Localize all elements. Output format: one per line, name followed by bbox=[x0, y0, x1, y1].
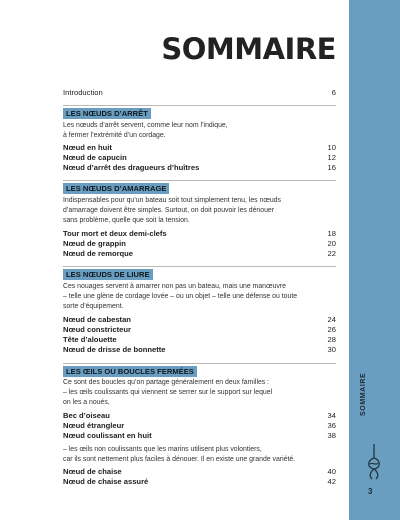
section-heading: LES ŒILS OU BOUCLES FERMÉES bbox=[63, 366, 197, 377]
toc-entry-page: 42 bbox=[327, 477, 336, 486]
toc-entry-label: Nœud constricteur bbox=[63, 325, 131, 334]
toc-entry[interactable] bbox=[63, 411, 336, 421]
toc-entry[interactable] bbox=[63, 153, 336, 163]
section-header bbox=[63, 363, 336, 376]
toc-entry-label: Nœud de grappin bbox=[63, 239, 126, 248]
section-header bbox=[63, 105, 336, 118]
toc-entry-page: 30 bbox=[327, 345, 336, 354]
page-number: 3 bbox=[368, 487, 373, 496]
toc-entry-label: Nœud d’arrêt des dragueurs d’huîtres bbox=[63, 163, 200, 172]
rope-knot-icon bbox=[364, 444, 384, 482]
sidebar bbox=[349, 0, 400, 520]
toc-entry[interactable] bbox=[63, 421, 336, 431]
toc-entry-label: Introduction bbox=[63, 88, 103, 97]
toc-entry-label: Nœud de remorque bbox=[63, 249, 134, 258]
section-header bbox=[63, 266, 336, 279]
toc-entry[interactable] bbox=[63, 335, 336, 345]
toc-entry-page: 12 bbox=[327, 153, 336, 162]
toc-entry[interactable] bbox=[63, 325, 336, 335]
section-description: – les œils non coulissants que les marins utilisent plus volontiers, car ils sont nettement plus faciles à dénouer. Il en existe une grande variété. bbox=[63, 446, 296, 463]
toc-entry-label: Nœud de cabestan bbox=[63, 315, 131, 324]
toc-entry-page: 40 bbox=[327, 467, 336, 476]
toc-entry-page: 18 bbox=[327, 229, 336, 238]
toc-entry-label: Nœud de chaise bbox=[63, 467, 122, 476]
sidebar-label: SOMMAIRE bbox=[360, 372, 367, 416]
toc-entry[interactable] bbox=[63, 315, 336, 325]
toc-entry-label: Tête d’alouette bbox=[63, 335, 117, 344]
toc-entry[interactable] bbox=[63, 431, 336, 441]
toc-entry[interactable] bbox=[63, 239, 336, 249]
toc-entry-page: 10 bbox=[327, 143, 336, 152]
section-header bbox=[63, 180, 336, 193]
section-description: Ce sont des boucles qu’on partage généralement en deux familles : – les œils coulissants qui viennent se serrer sur le support sur lequel on les a noués, bbox=[63, 379, 273, 406]
toc-entry-label: Nœud en huit bbox=[63, 143, 112, 152]
toc-entry-page: 6 bbox=[331, 88, 336, 97]
toc-entry-label: Nœud de chaise assuré bbox=[63, 477, 149, 486]
toc-entry-label: Nœud de capucin bbox=[63, 153, 127, 162]
section-description: Les nœuds d’arrêt servent, comme leur nom l’indique, à fermer l’extrémité d’un cordage. bbox=[63, 122, 228, 139]
toc-entry[interactable] bbox=[63, 345, 336, 355]
section-description: Ces nouages servent à amarrer non pas un bateau, mais une manœuvre – telle une glène de cordage lovée – ou un objet – telle une défense ou toute sorte d’équipement. bbox=[63, 283, 298, 310]
toc-entry-page: 24 bbox=[327, 315, 336, 324]
toc-entry-label: Bec d’oiseau bbox=[63, 411, 110, 420]
toc-entry-introduction[interactable] bbox=[63, 88, 336, 98]
toc-entry[interactable] bbox=[63, 477, 336, 487]
toc-entry[interactable] bbox=[63, 229, 336, 239]
toc-entry-label: Nœud coulissant en huit bbox=[63, 431, 152, 440]
toc-entry-page: 20 bbox=[327, 239, 336, 248]
toc-entry[interactable] bbox=[63, 467, 336, 477]
toc-entry-label: Nœud étrangleur bbox=[63, 421, 125, 430]
toc-entry-page: 28 bbox=[327, 335, 336, 344]
section-heading: LES NŒUDS D’AMARRAGE bbox=[63, 183, 169, 194]
toc-entry-label: Tour mort et deux demi-clefs bbox=[63, 229, 167, 238]
toc-entry-page: 36 bbox=[327, 421, 336, 430]
toc-entry-page: 26 bbox=[327, 325, 336, 334]
toc-entry-page: 22 bbox=[327, 249, 336, 258]
toc-entry-page: 34 bbox=[327, 411, 336, 420]
page-title: SOMMAIRE bbox=[161, 32, 336, 66]
toc-entry[interactable] bbox=[63, 249, 336, 259]
toc-entry-page: 16 bbox=[327, 163, 336, 172]
section-description: Indispensables pour qu’un bateau soit tout simplement tenu, les nœuds d’amarrage doivent être simples. Surtout, on doit pouvoir les dénouer sans problème, quelle que soit la tension. bbox=[63, 197, 281, 224]
toc-entry[interactable] bbox=[63, 143, 336, 153]
toc-entry-page: 38 bbox=[327, 431, 336, 440]
toc-entry-label: Nœud de drisse de bonnette bbox=[63, 345, 166, 354]
section-heading: LES NŒUDS D’ARRÊT bbox=[63, 108, 151, 119]
section-heading: LES NŒUDS DE LIURE bbox=[63, 269, 153, 280]
toc-entry[interactable] bbox=[63, 163, 336, 173]
